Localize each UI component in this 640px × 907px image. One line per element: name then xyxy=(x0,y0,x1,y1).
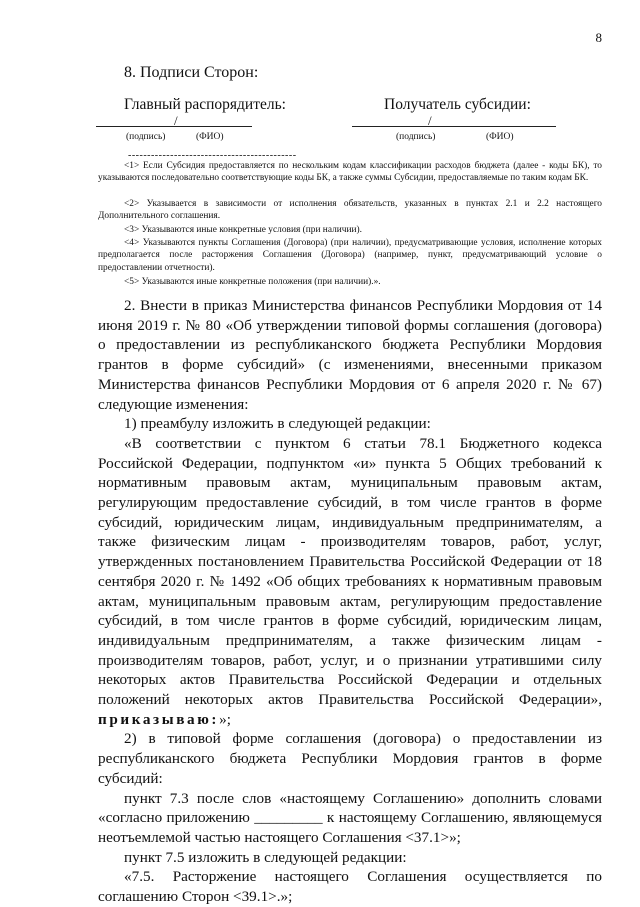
signature-label-grantor: Главный распорядитель: xyxy=(124,96,286,113)
footnote-2: <2> Указывается в зависимости от исполнения обязательств, указанных в пунктах 2.1 и 2.2 настоящего Дополнительного соглашения. xyxy=(98,199,602,222)
paragraph-clause-7-5-intro: пункт 7.5 изложить в следующей редакции: xyxy=(124,848,407,866)
paragraph-clause-7-3: пункт 7.3 после слов «настоящему Соглашению» дополнить словами «согласно приложению _________ к настоящему Соглашению, являющемуся неотъемлемой частью настоящего Соглашения <37.1>»; xyxy=(98,789,602,846)
footnote-1: <1> Если Субсидия предоставляется по нескольким кодам классификации расходов бюджета (далее - коды БК), то указываются последовательно соответствующие коды БК, а также суммы Субсидии, предоставляемые по таким кодам БК. xyxy=(98,161,602,184)
paragraph-preamble-text xyxy=(98,434,602,730)
name-caption-grantor: (ФИО) xyxy=(196,132,224,142)
sign-caption-grantor: (подпись) xyxy=(126,132,166,142)
name-caption-recipient: (ФИО) xyxy=(486,132,514,142)
paragraph-preamble-intro: 1) преамбулу изложить в следующей редакции: xyxy=(124,415,431,433)
footnote-3: <3> Указываются иные конкретные условия (при наличии). xyxy=(124,225,362,235)
signature-line-recipient xyxy=(352,126,556,127)
footnote-5: <5> Указываются иные конкретные положения (при наличии).». xyxy=(124,277,381,287)
section-title: 8. Подписи Сторон: xyxy=(124,64,259,81)
signature-slash-grantor: / xyxy=(174,113,178,128)
preamble-closing: »; xyxy=(219,710,231,728)
page-number: 8 xyxy=(595,30,602,45)
footnote-separator: -------------------------------------------- xyxy=(128,150,297,161)
paragraph-amendment: 2. Внести в приказ Министерства финансов Республики Мордовия от 14 июня 2019 г. № 80 «Об утверждении типовой формы соглашения (договора) о предоставлении из республиканского бюджета Республики Мордовия грантов в форме субсидий» (с изменениями, внесенными приказом Министерства финансов Республики Мордовия от 6 апреля 2020 г. № 67) следующие изменения: xyxy=(98,297,602,413)
footnote-4: <4> Указываются пункты Соглашения (Договора) (при наличии), предусматривающие условия, исполнение которых предполагается после расторжения Соглашения (Договора) (например, пункт, предусматривающий условие о предоставлении отчетности). xyxy=(98,238,602,273)
signature-label-recipient: Получатель субсидии: xyxy=(384,96,531,113)
paragraph-clause-7-5-text: «7.5. Расторжение настоящего Соглашения осуществляется по соглашению Сторон <39.1>.»; xyxy=(98,868,602,906)
paragraph-template-intro: 2) в типовой форме соглашения (договора) о предоставлении из республиканского бюджета Республики Мордовия грантов в форме субсидий: xyxy=(98,730,602,787)
sign-caption-recipient: (подпись) xyxy=(396,132,436,142)
order-word: приказываю: xyxy=(98,710,220,728)
signature-slash-recipient: / xyxy=(428,113,432,128)
document-body xyxy=(98,296,602,907)
preamble-text: «В соответствии с пунктом 6 статьи 78.1 Бюджетного кодекса Российской Федерации, подпунктом «и» пункта 5 Общих требований к нормативным правовым актам, муниципальным правовым актам, регулирующим предоставление субсидий, в том числе грантов в форме субсидий, юридическим лицам, индивидуальным предпринимателям, а также физическим лицам - производителям товаров, работ, услуг, утвержденных постановлением Правительства Российской Федерации от 18 сентября 2020 г. № 1492 «Об общих требованиях к нормативным правовым актам, муниципальным правовым актам, регулирующим предоставление субсидий, в том числе грантов в форме субсидий, юридическим лицам, индивидуальным предпринимателям, а также физическим лицам - производителям товаров, работ, услуг, и о признании утратившими силу некоторых актов Правительства Российской Федерации и отдельных положений некоторых актов Правительства Российской Федерации», xyxy=(98,434,602,709)
